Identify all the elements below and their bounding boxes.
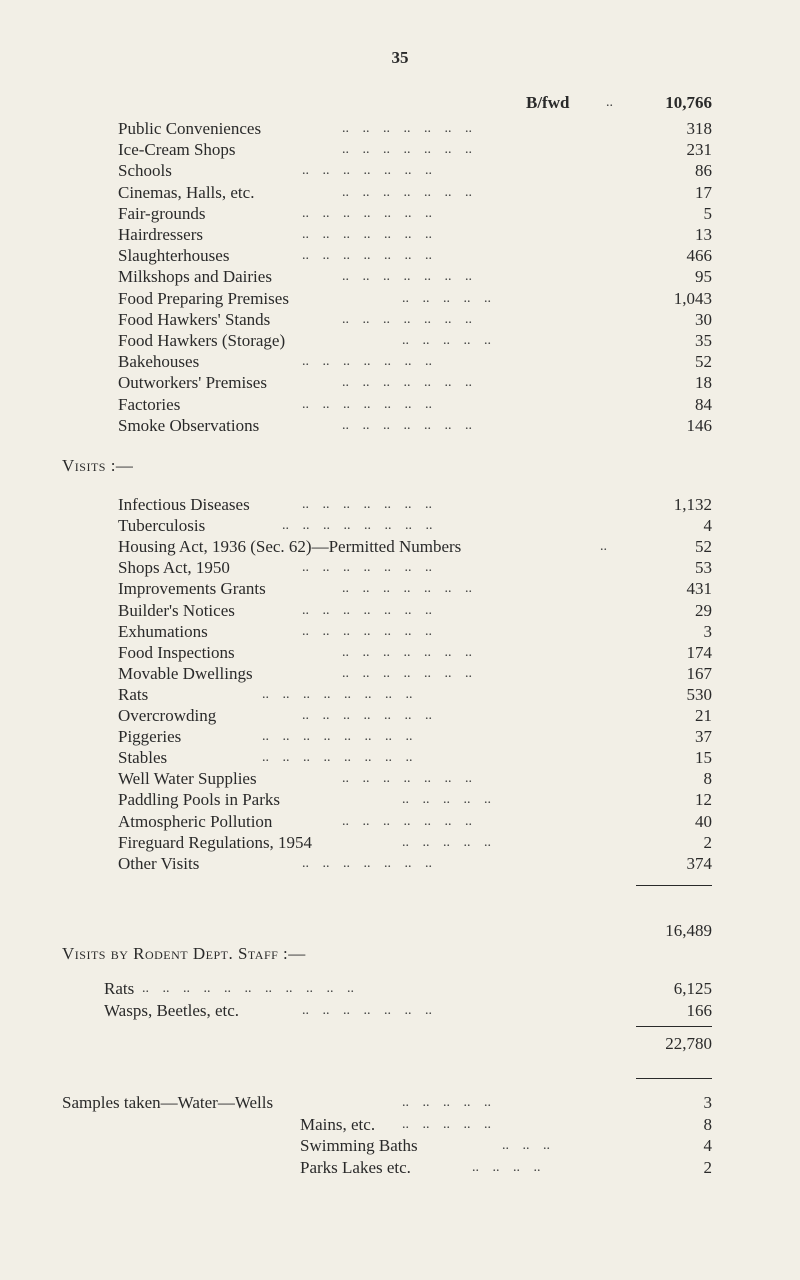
row-value: 166: [686, 1000, 712, 1020]
leader-dots: .. .. .. .. ..: [402, 1095, 491, 1110]
leader-dots: .. .. .. .. .. .. ..: [342, 417, 472, 433]
leader-dots: ..: [606, 95, 613, 110]
row-value: 21: [695, 706, 712, 725]
visits-row: [118, 811, 712, 833]
rodent-row: [104, 978, 712, 1000]
row-label: Overcrowding: [118, 706, 217, 725]
section1-row: [118, 118, 712, 140]
row-label: Wasps, Beetles, etc.: [104, 1000, 240, 1020]
total: [600, 1033, 712, 1055]
leader-dots: .. .. .. .. .. .. ..: [302, 1002, 432, 1018]
leader-dots: .. .. .. .. ..: [402, 792, 491, 808]
row-value: 86: [695, 161, 712, 181]
row-value: 167: [686, 663, 712, 683]
section1-row: [118, 372, 712, 394]
sum-rule: [636, 1078, 712, 1079]
leader-dots: .. .. .. .. .. .. ..: [342, 771, 472, 787]
row-value: 35: [695, 331, 712, 350]
rodent-heading: Visits by Rodent Dept. Staff :—: [62, 944, 306, 963]
sample-row: [300, 1157, 712, 1179]
row-label: Shops Act, 1950: [118, 558, 230, 578]
row-label: Food Hawkers' Stands: [118, 309, 271, 329]
row-value: 17: [695, 182, 712, 202]
leader-dots: .. .. .. ..: [472, 1159, 541, 1175]
row-value: 95: [695, 267, 712, 287]
row-label: Tuberculosis: [118, 516, 206, 536]
section1-row: [118, 309, 712, 331]
leader-dots: .. .. .. .. .. .. ..: [302, 205, 432, 221]
visits-row: [118, 747, 712, 769]
row-value: 53: [695, 558, 712, 578]
row-label: Atmospheric Pollution: [118, 811, 273, 831]
row-value: 12: [695, 790, 712, 810]
row-value: 1,043: [673, 288, 712, 308]
leader-dots: .. .. .. .. .. .. ..: [302, 602, 432, 618]
row-label: Rats: [104, 979, 135, 998]
row-value: 4: [703, 1136, 712, 1155]
row-label: Other Visits: [118, 853, 200, 873]
sample-row: [62, 1092, 712, 1114]
row-value: 5: [703, 203, 712, 223]
visits-row: [118, 536, 712, 558]
row-label: Food Inspections: [118, 642, 235, 662]
leader-dots: .. .. .. .. .. .. ..: [342, 813, 472, 829]
row-value: 52: [695, 352, 712, 372]
bfwd-value: 10,766: [665, 93, 712, 112]
row-value: 40: [695, 811, 712, 831]
leader-dots: .. .. .. .. .. .. ..: [302, 560, 432, 576]
leader-dots: .. .. .. .. .. .. ..: [302, 396, 432, 412]
leader-dots: .. .. .. .. .. .. .. .. .. .. ..: [142, 981, 354, 996]
leader-dots: .. .. .. .. .. .. ..: [302, 855, 432, 871]
visits-row: [118, 515, 712, 537]
sample-row: [300, 1135, 712, 1157]
leader-dots: .. .. .. .. .. .. ..: [302, 708, 432, 723]
visits-row: [118, 663, 712, 685]
row-label: Piggeries: [118, 727, 182, 747]
visits-row: [118, 494, 712, 516]
page-number: 35: [391, 48, 409, 67]
row-value: 530: [686, 684, 712, 704]
row-value: 174: [686, 642, 712, 662]
row-value: 374: [686, 853, 712, 873]
visits-row: [118, 621, 712, 643]
visits-row: [118, 789, 712, 811]
visits-row: [118, 853, 712, 875]
row-value: 15: [695, 748, 712, 768]
row-label: Paddling Pools in Parks: [118, 790, 280, 810]
leader-dots: .. .. .. .. .. .. ..: [302, 497, 432, 512]
row-label: Builder's Notices: [118, 600, 235, 620]
row-label: Slaughterhouses: [118, 246, 230, 266]
section1-row: [118, 394, 712, 416]
visits-row: [118, 768, 712, 790]
leader-dots: .. .. .. .. ..: [402, 1116, 491, 1132]
sample-row: [300, 1114, 712, 1136]
row-value: 2: [703, 832, 712, 852]
section1-row: [118, 351, 712, 373]
row-value: 146: [686, 415, 712, 435]
row-label: Schools: [118, 161, 172, 181]
row-value: 466: [686, 246, 712, 266]
leader-dots: .. .. .. .. ..: [402, 333, 491, 348]
brought-forward-row: [500, 92, 712, 114]
sum-rule: [636, 1026, 712, 1027]
row-label: Hairdressers: [118, 225, 203, 244]
leader-dots: .. .. .. .. .. .. ..: [302, 248, 432, 264]
row-label: Housing Act, 1936 (Sec. 62)—Permitted Numbers: [118, 537, 462, 557]
visits-row: [118, 642, 712, 664]
visits-row: [118, 705, 712, 727]
row-value: 1,132: [673, 495, 712, 514]
row-label: Mains, etc.: [300, 1114, 376, 1134]
row-value: 37: [695, 727, 712, 747]
section1-row: [118, 330, 712, 352]
row-label: Improvements Grants: [118, 579, 266, 599]
section1-row: [118, 266, 712, 288]
section1-row: [118, 182, 712, 204]
leader-dots: .. .. .. .. .. .. ..: [342, 375, 472, 391]
leader-dots: .. .. .. .. .. .. .. ..: [262, 686, 413, 702]
leader-dots: .. .. .. .. .. .. .. ..: [262, 750, 413, 766]
row-label: Ice-Cream Shops: [118, 140, 236, 160]
row-label: Factories: [118, 394, 181, 414]
visits-heading: Visits :—: [62, 456, 134, 475]
row-label: Well Water Supplies: [118, 769, 257, 789]
leader-dots: .. .. .. .. .. .. ..: [342, 142, 472, 158]
row-label: Fair-grounds: [118, 203, 206, 223]
row-value: 8: [703, 1114, 712, 1134]
leader-dots: .. .. .. .. .. .. .. ..: [282, 518, 433, 534]
visits-row: [118, 578, 712, 600]
section1-row: [118, 160, 712, 182]
section1-row: [118, 415, 712, 437]
row-value: 4: [703, 516, 712, 536]
leader-dots: .. .. .. .. ..: [402, 834, 491, 850]
row-label: Milkshops and Dairies: [118, 267, 272, 287]
leader-dots: ..: [600, 539, 607, 555]
rodent-row: [104, 1000, 712, 1022]
row-label: Infectious Diseases: [118, 495, 250, 514]
row-label: Cinemas, Halls, etc.: [118, 182, 255, 202]
leader-dots: .. .. .. .. .. .. ..: [302, 623, 432, 639]
leader-dots: .. .. .. .. .. .. ..: [342, 184, 472, 200]
row-label: Swimming Baths: [300, 1136, 418, 1155]
row-label: Stables: [118, 748, 168, 768]
row-value: 231: [686, 140, 712, 160]
row-label: Exhumations: [118, 621, 208, 641]
section1-row: [118, 245, 712, 267]
leader-dots: .. .. .. .. .. .. ..: [302, 354, 432, 370]
row-label: Fireguard Regulations, 1954: [118, 832, 313, 852]
row-label: Food Hawkers (Storage): [118, 331, 286, 350]
section1-row: [118, 224, 712, 246]
leader-dots: .. .. .. .. .. .. ..: [302, 227, 432, 242]
row-label: Movable Dwellings: [118, 663, 253, 683]
total-value: 22,780: [665, 1034, 712, 1053]
section1-row: [118, 203, 712, 225]
leader-dots: .. .. .. .. .. .. ..: [342, 121, 472, 136]
row-label: Outworkers' Premises: [118, 373, 267, 393]
row-value: 6,125: [673, 979, 712, 998]
visits-row: [118, 684, 712, 706]
subtotal-1-value: 16,489: [665, 921, 712, 940]
visits-row: [118, 726, 712, 748]
section1-row: [118, 288, 712, 310]
row-value: 29: [695, 600, 712, 620]
row-value: 318: [686, 119, 712, 138]
leader-dots: .. .. .. .. .. .. ..: [302, 163, 432, 179]
row-value: 84: [695, 394, 712, 414]
row-value: 8: [703, 769, 712, 789]
sum-rule: [636, 885, 712, 886]
leader-dots: .. .. .. .. .. .. ..: [342, 311, 472, 327]
row-label: Bakehouses: [118, 352, 200, 372]
section1-row: [118, 139, 712, 161]
row-label: Public Conveniences: [118, 119, 262, 138]
row-label: Smoke Observations: [118, 415, 260, 435]
visits-row: [118, 832, 712, 854]
row-label: Parks Lakes etc.: [300, 1157, 411, 1177]
leader-dots: .. .. .. .. ..: [402, 290, 491, 306]
leader-dots: .. .. .. .. .. .. ..: [342, 644, 472, 660]
row-label: Samples taken—Water—Wells: [62, 1093, 274, 1112]
row-value: 431: [686, 579, 712, 599]
leader-dots: .. .. .. .. .. .. .. ..: [262, 729, 413, 745]
leader-dots: .. .. ..: [502, 1138, 550, 1153]
bfwd-label: B/fwd: [526, 93, 570, 112]
row-value: 18: [695, 373, 712, 393]
subtotal-1: [600, 920, 712, 942]
row-value: 3: [703, 1093, 712, 1112]
leader-dots: .. .. .. .. .. .. ..: [342, 665, 472, 681]
leader-dots: .. .. .. .. .. .. ..: [342, 269, 472, 285]
row-value: 52: [695, 537, 712, 557]
row-value: 3: [703, 621, 712, 641]
visits-row: [118, 600, 712, 622]
visits-row: [118, 557, 712, 579]
row-value: 2: [703, 1157, 712, 1177]
leader-dots: .. .. .. .. .. .. ..: [342, 581, 472, 597]
row-value: 30: [695, 309, 712, 329]
row-label: Rats: [118, 684, 149, 704]
row-label: Food Preparing Premises: [118, 288, 289, 308]
row-value: 13: [695, 225, 712, 244]
